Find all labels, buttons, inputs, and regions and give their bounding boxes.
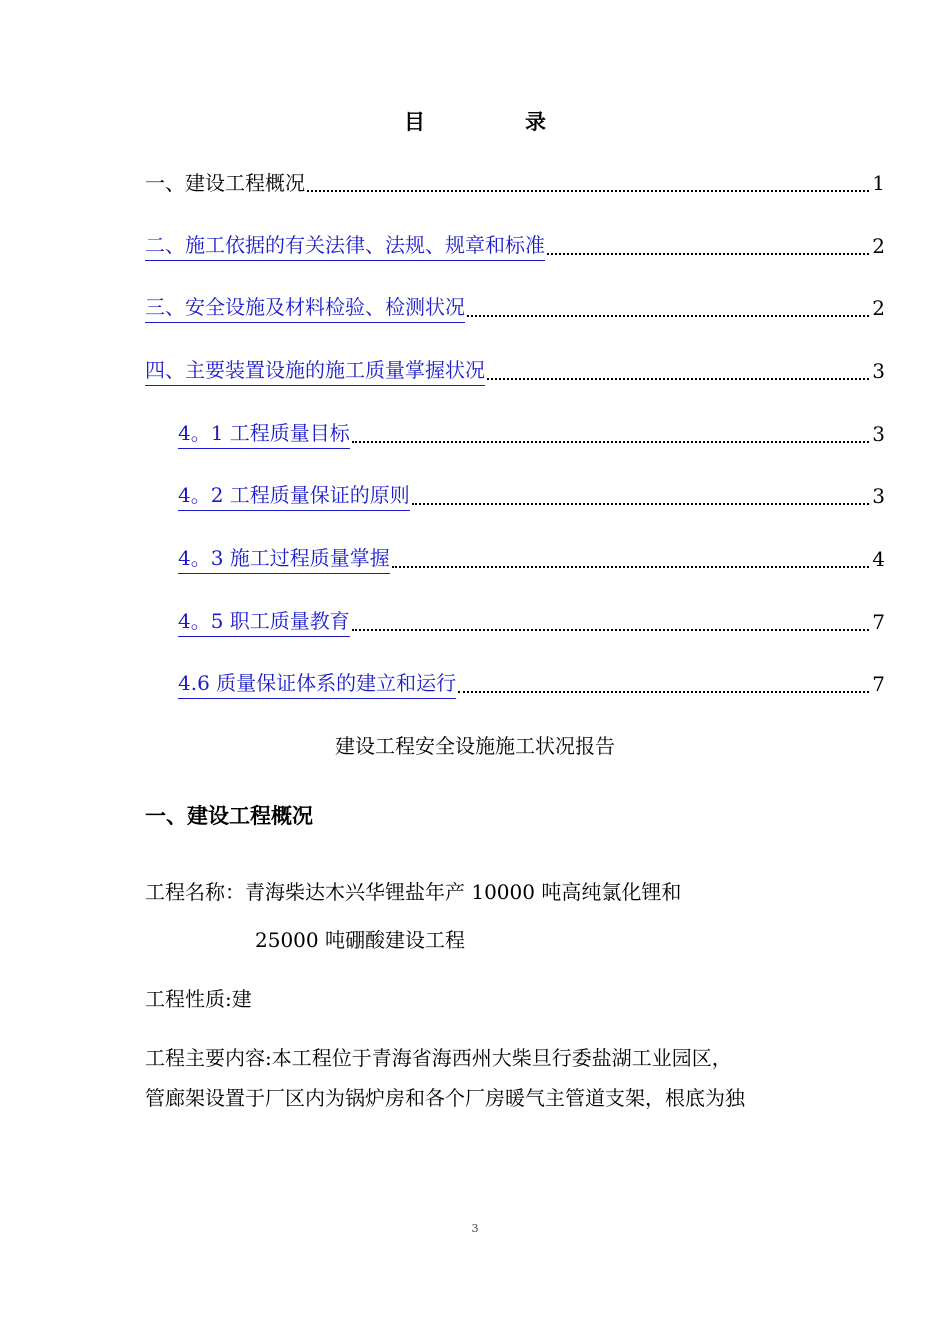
toc-leader [352,441,869,443]
toc-entry-page: 7 [872,672,885,696]
toc-entry-page: 3 [872,422,885,446]
toc-entry-4-6[interactable] [178,667,885,699]
toc-entry-2[interactable] [145,229,885,261]
toc-entry-1[interactable] [145,166,885,198]
toc-entry-4-5[interactable] [178,605,885,637]
project-name-line-2: 25000 吨硼酸建设工程 [255,928,465,952]
main-content-line-1: 工程主要内容:本工程位于青海省海西州大柴旦行委盐湖工业园区， [145,1046,732,1070]
report-title: 建设工程安全设施施工状况报告 [335,734,615,758]
toc-entry-link[interactable]: 4.6 质量保证体系的建立和运行 [178,670,456,699]
toc-title-right: 录 [525,109,546,134]
toc-entry-page: 1 [872,171,885,195]
page-number: 3 [471,1222,479,1235]
toc-leader [392,566,869,568]
toc-entry-link[interactable]: 4。3 施工过程质量掌握 [178,545,390,574]
toc-entry-4-3[interactable] [178,542,885,574]
toc-entry-4[interactable] [145,354,885,386]
toc-entry-link[interactable]: 二、施工依据的有关法律、法规、规章和标准 [145,232,545,261]
toc-leader [547,253,869,255]
toc-entry-page: 7 [872,610,885,634]
project-nature: 工程性质:建 [145,987,252,1011]
toc-title [0,106,950,136]
project-name-line-1: 工程名称：青海柴达木兴华锂盐年产 10000 吨高纯氯化锂和 [145,880,682,904]
toc-entry-link[interactable]: 4。1 工程质量目标 [178,420,350,449]
toc-leader [487,378,869,380]
toc-entry-label[interactable]: 一、建设工程概况 [145,171,305,195]
main-content-line-2: 管廊架设置于厂区内为锅炉房和各个厂房暖气主管道支架，根底为独 [145,1086,745,1110]
toc-leader [412,503,869,505]
toc-leader [352,629,869,631]
toc-entry-page: 3 [872,484,885,508]
toc-entry-link[interactable]: 四、主要装置设施的施工质量掌握状况 [145,357,485,386]
toc-leader [307,190,869,192]
toc-entry-link[interactable]: 4。2 工程质量保证的原则 [178,482,410,511]
toc-title-left: 目 [404,109,425,134]
toc-entry-4-1[interactable] [178,417,885,449]
toc-entry-page: 4 [872,547,885,571]
toc-entry-page: 2 [872,296,885,320]
toc-entry-4-2[interactable] [178,479,885,511]
toc-leader [467,315,869,317]
toc-entry-link[interactable]: 4。5 职工质量教育 [178,608,350,637]
section-heading: 一、建设工程概况 [145,804,313,828]
toc-entry-page: 3 [872,359,885,383]
toc-entry-3[interactable] [145,291,885,323]
toc-leader [458,691,869,693]
toc-entry-page: 2 [872,234,885,258]
toc-entry-link[interactable]: 三、安全设施及材料检验、检测状况 [145,294,465,323]
